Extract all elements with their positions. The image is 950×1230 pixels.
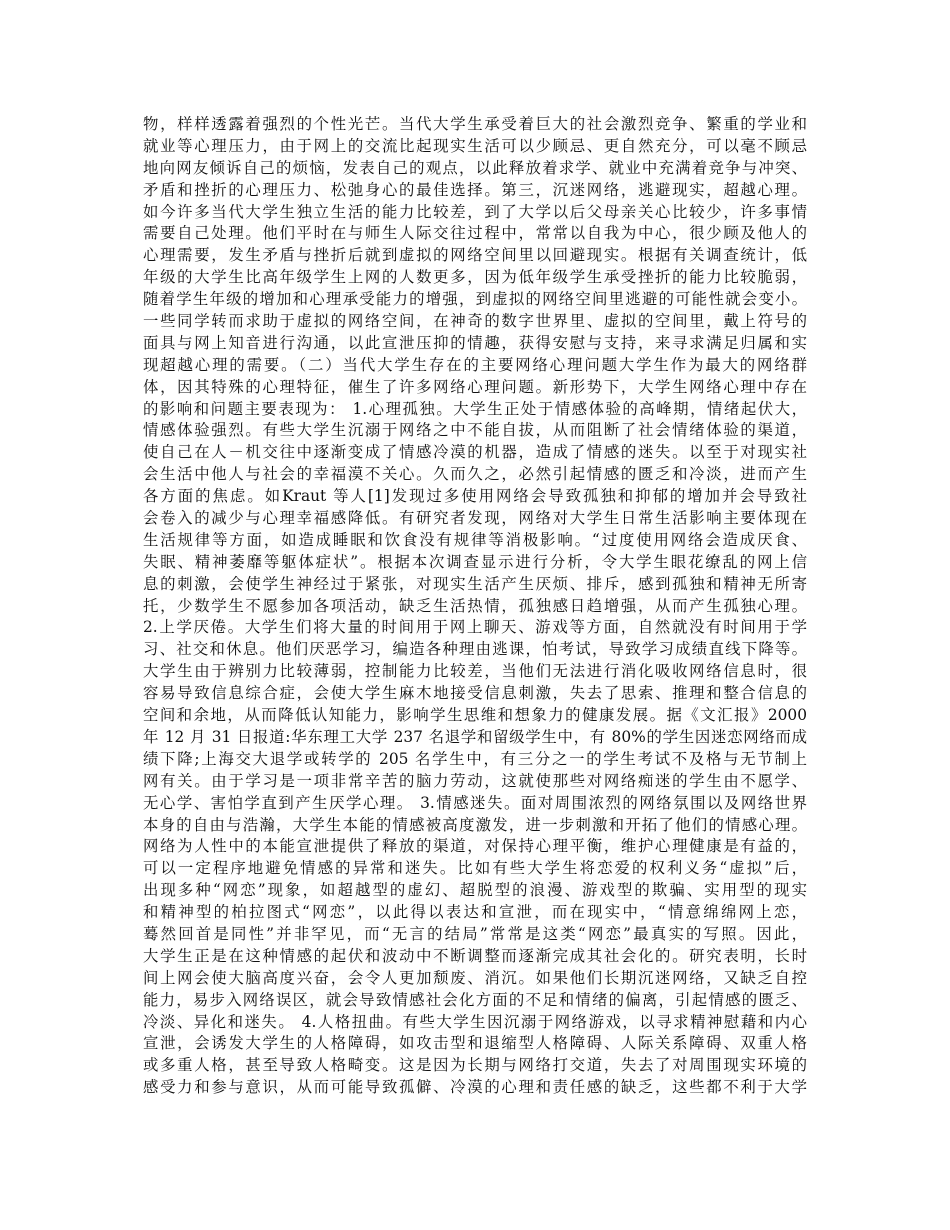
text-line: 的影响和问题主要表现为： 1.心理孤独。大学生正处于情感体验的高峰期，情绪起伏大，: [143, 399, 807, 418]
document-page: [143, 114, 807, 1099]
text-line: 就业等心理压力，由于网上的交流比起现实生活可以少顾忌、更自然充分，可以毫不顾忌: [143, 136, 807, 155]
text-line: 本身的自由与浩瀚，大学生本能的情感被高度激发，进一步刺激和开拓了他们的情感心理。: [143, 815, 807, 834]
text-line: 大学生正是在这种情感的起伏和波动中不断调整而逐渐完成其社会化的。研究表明，长时: [143, 946, 807, 965]
text-line: 2.上学厌倦。大学生们将大量的时间用于网上聊天、游戏等方面，自然就没有时间用于学: [143, 618, 807, 637]
text-line: 容易导致信息综合症，会使大学生麻木地接受信息刺激，失去了思索、推理和整合信息的: [143, 684, 807, 703]
text-line: 大学生由于辨别力比较薄弱，控制能力比较差，当他们无法进行消化吸收网络信息时，很: [143, 662, 807, 681]
text-line: 出现多种“网恋”现象，如超越型的虚幻、超脱型的浪漫、游戏型的欺骗、实用型的现实: [143, 881, 807, 900]
text-line: 无心学、害怕学直到产生厌学心理。 3.情感迷失。面对周围浓烈的网络氛围以及网络世界: [143, 793, 807, 812]
text-line: 地向网友倾诉自己的烦恼，发表自己的观点，以此释放着求学、就业中充满着竞争与冲突、: [143, 158, 807, 177]
text-line: 息的刺激，会使学生神经过于紧张，对现实生活产生厌烦、排斥，感到孤独和精神无所寄: [143, 574, 807, 593]
text-line: 和精神型的柏拉图式“网恋”，以此得以表达和宣泄，而在现实中，“情意绵绵网上恋，: [143, 903, 807, 922]
text-line: 失眠、精神萎靡等躯体症状”。根据本次调查显示进行分析，令大学生眼花缭乱的网上信: [143, 552, 807, 571]
text-line: 能力，易步入网络误区，就会导致情感社会化方面的不足和情绪的偏离，引起情感的匮乏、: [143, 990, 807, 1009]
text-line: 绩下降;上海交大退学或转学的 205 名学生中，有三分之一的学生考试不及格与无节制上: [143, 749, 807, 768]
text-line: 会生活中他人与社会的幸福漠不关心。久而久之，必然引起情感的匮乏和冷淡，进而产生: [143, 465, 807, 484]
text-line: 间上网会使大脑高度兴奋，会令人更加颓废、消沉。如果他们长期沉迷网络，又缺乏自控: [143, 968, 807, 987]
text-line: 体，因其特殊的心理特征，催生了许多网络心理问题。新形势下，大学生网络心理中存在: [143, 377, 807, 396]
text-line: 生活规律等方面，如造成睡眠和饮食没有规律等消极影响。“过度使用网络会造成厌食、: [143, 530, 807, 549]
text-line: 会卷入的减少与心理幸福感降低。有研究者发现，网络对大学生日常生活影响主要体现在: [143, 509, 807, 528]
text-line: 可以一定程序地避免情感的异常和迷失。比如有些大学生将恋爱的权利义务“虚拟”后，: [143, 859, 807, 878]
text-line: 一些同学转而求助于虚拟的网络空间，在神奇的数字世界里、虚拟的空间里，戴上符号的: [143, 312, 807, 331]
text-line: 各方面的焦虑。如Kraut 等人[1]发现过多使用网络会导致孤独和抑郁的增加并会导致社: [143, 487, 807, 506]
text-line: 宣泄，会诱发大学生的人格障碍，如攻击型和退缩型人格障碍、人际关系障碍、双重人格: [143, 1034, 807, 1053]
text-line: 随着学生年级的增加和心理承受能力的增强，到虚拟的网络空间里逃避的可能性就会变小。: [143, 290, 807, 309]
text-line: 感受力和参与意识，从而可能导致孤僻、冷漠的心理和责任感的缺乏，这些都不利于大学: [143, 1078, 807, 1097]
text-line: 现超越心理的需要。（二）当代大学生存在的主要网络心理问题大学生作为最大的网络群: [143, 355, 807, 374]
text-line: 冷淡、异化和迷失。 4.人格扭曲。有些大学生因沉溺于网络游戏，以寻求精神慰藉和内心: [143, 1012, 807, 1031]
text-line: 情感体验强烈。有些大学生沉溺于网络之中不能自拔，从而阻断了社会情绪体验的渠道，: [143, 421, 807, 440]
text-line: 托，少数学生不愿参加各项活动，缺乏生活热情，孤独感日趋增强，从而产生孤独心理。: [143, 596, 807, 615]
text-line: 需要自己处理。他们平时在与师生人际交往过程中，常常以自我为中心，很少顾及他人的: [143, 224, 807, 243]
text-line: 物，样样透露着强烈的个性光芒。当代大学生承受着巨大的社会激烈竞争、繁重的学业和: [143, 115, 807, 133]
text-line: 使自己在人－机交往中逐渐变成了情感冷漠的机器，造成了情感的迷失。以至于对现实社: [143, 443, 807, 462]
text-line: 蓦然回首是同性”并非罕见，而“无言的结局”常常是这类“网恋”最真实的写照。因此，: [143, 924, 807, 943]
text-line: 或多重人格，甚至导致人格畸变。这是因为长期与网络打交道，失去了对周围现实环境的: [143, 1056, 807, 1075]
text-line: 网有关。由于学习是一项非常辛苦的脑力劳动，这就使那些对网络痴迷的学生由不愿学、: [143, 771, 807, 790]
text-line: 空间和余地，从而降低认知能力，影响学生思维和想象力的健康发展。据《文汇报》2000: [143, 706, 807, 725]
text-line: 如今许多当代大学生独立生活的能力比较差，到了大学以后父母亲关心比较少，许多事情: [143, 202, 807, 221]
text-line: 年 12 月 31 日报道:华东理工大学 237 名退学和留级学生中，有 80%的学生因迷恋网络而成: [143, 727, 807, 746]
text-line: 习、社交和休息。他们厌恶学习，编造各种理由逃课，怕考试，导致学习成绩直线下降等。: [143, 640, 807, 659]
text-line: 矛盾和挫折的心理压力、松弛身心的最佳选择。第三，沉迷网络，逃避现实，超越心理。: [143, 180, 807, 199]
text-line: 年级的大学生比高年级学生上网的人数更多，因为低年级学生承受挫折的能力比较脆弱，: [143, 268, 807, 287]
text-line: 网络为人性中的本能宣泄提供了释放的渠道，对保持心理平衡，维护心理健康是有益的，: [143, 837, 807, 856]
text-line: 面具与网上知音进行沟通，以此宣泄压抑的情趣，获得安慰与支持，来寻求满足归属和实: [143, 333, 807, 352]
text-line: 心理需要，发生矛盾与挫折后就到虚拟的网络空间里以回避现实。根据有关调查统计，低: [143, 246, 807, 265]
